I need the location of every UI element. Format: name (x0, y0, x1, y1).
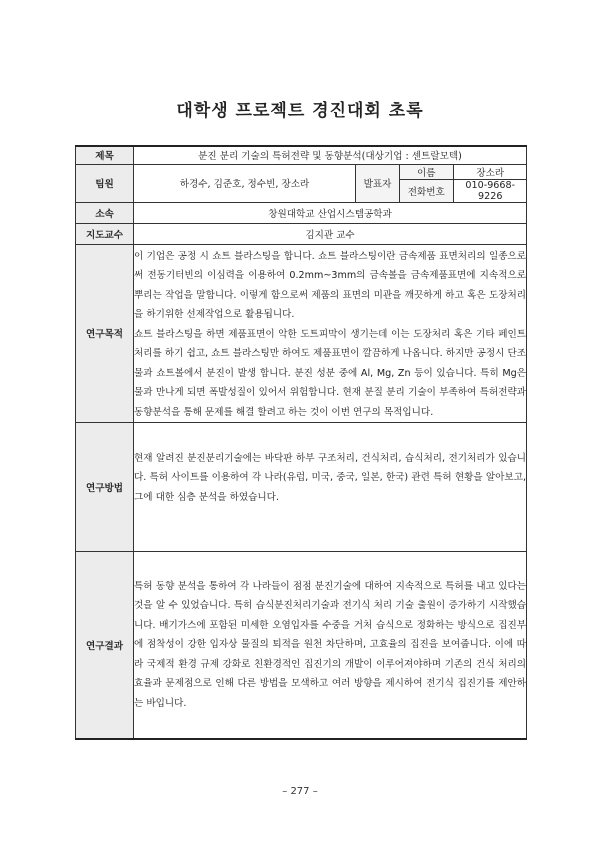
method-label: 연구방법 (76, 423, 134, 552)
purpose-paragraph-2: 쇼트 블라스팅을 하면 제품표면이 악한 도트피막이 생기는데 이는 도장처리 혹은 기타 페인트 처리를 하기 쉽고, 쇼트 블라스팅만 하여도 제품표면이 깔끔하게 나옵니다. 하지만 공정시 단조물과 쇼트볼에서 분진이 발생 합니다. 분진 성분 중에 Al, Mg, Zn 등이 있습니다. 특히 Mg은 물과 만나게 되면 폭발성질이 있어서 위험합니다. 현재 분질 분리 기술이 부족하여 특허전략과 동향분석을 통해 문제를 해결 할려고 하는 것이 이번 연구의 목적입니다. (134, 328, 527, 418)
name-value: 장소라 (453, 165, 527, 180)
subject-label: 제목 (76, 146, 134, 164)
name-header: 이름 (400, 165, 453, 180)
affiliation-label: 소속 (76, 202, 134, 223)
method-row (76, 423, 527, 552)
phone-header: 전화번호 (400, 179, 453, 202)
presenter-label: 발표자 (356, 164, 400, 202)
advisor-row (76, 223, 527, 244)
result-text: 특허 동향 분석을 통하여 각 나라들이 점점 분진기술에 대하여 지속적으로 특허를 내고 있다는 것을 알 수 있었습니다. 특히 습식분진처리기술과 전기식 처리 기술 출원이 증가하기 시작했습니다. 배기가스에 포함된 미세한 오염입자를 수중을 거처 습식으로 정화하는 방식으로 집진부에 점착성이 강한 입자상 물질의 퇴적을 원천 차단하며, 고효율의 집진을 보여줍니다. 이에 따라 국제적 환경 규제 강화로 친환경적인 집진기의 개발이 이루어져야하며 기존의 건식 처리의 효율과 문제점으로 인해 다른 방법을 모색하고 여러 방향을 제시하여 전기식 집진기를 제안하는 바입니다. (134, 580, 527, 709)
method-text: 현재 알려진 분진분리기술에는 바닥판 하부 구조처리, 건식처리, 습식처리, 전기처리가 있습니다. 특허 사이트를 이용하여 각 나라(유럽, 미국, 중국, 일본, 한국) 관련 특허 현황을 알아보고, 그에 대한 심층 분석을 하였습니다. (134, 452, 527, 503)
presenter-info-table (400, 165, 527, 202)
purpose-paragraph-1: 이 기업은 공정 시 쇼트 블라스팅을 합니다. 쇼트 블라스팅이란 금속제품 표면처리의 일종으로써 전동기터빈의 이심력을 이용하여 0.2mm~3mm의 금속볼을 금속제품표면에 지속적으로 뿌리는 작업을 말합니다. 이렇게 함으로써 제품의 표면의 미관을 깨끗하게 하고 혹은 도장처리을 하기위한 선제작업으로 활용됩니다. (134, 250, 527, 320)
page-number: – 277 – (282, 786, 318, 797)
affiliation-row (76, 202, 527, 223)
team-value: 하경수, 김준호, 정수빈, 장소라 (134, 164, 356, 202)
subject-row (76, 146, 527, 164)
affiliation-value: 창원대학교 산업시스템공학과 (134, 202, 527, 223)
team-label: 팀원 (76, 164, 134, 202)
document-title: 대학생 프로젝트 경진대회 초록 (176, 101, 424, 121)
subject-value: 분진 분리 기술의 특허전략 및 동향분석(대상기업 : 센트랄모텍) (134, 146, 527, 164)
purpose-row (76, 244, 527, 423)
advisor-label: 지도교수 (76, 223, 134, 244)
result-row (76, 552, 527, 739)
team-row (76, 164, 527, 202)
method-text-cell (134, 423, 527, 552)
result-text-cell (134, 552, 527, 739)
advisor-value: 김지관 교수 (134, 223, 527, 244)
abstract-form-table (75, 145, 527, 740)
phone-value: 010-9668-9226 (465, 179, 516, 202)
result-label: 연구결과 (76, 552, 134, 739)
presenter-info-cell (400, 164, 527, 202)
purpose-label: 연구목적 (76, 244, 134, 423)
purpose-text-cell (134, 244, 527, 423)
